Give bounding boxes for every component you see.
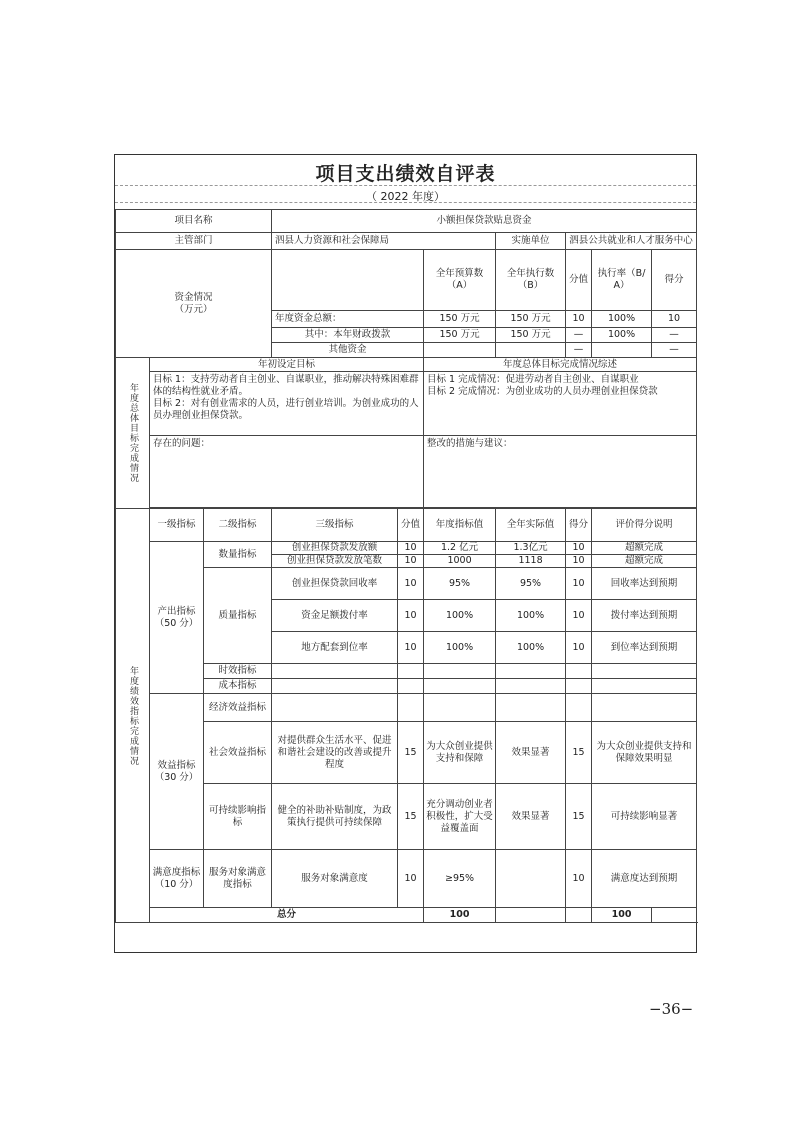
indicator-note: 拨付率达到预期: [592, 600, 697, 632]
perf-header: 二级指标: [204, 509, 272, 542]
indicator-actual: 1.3亿元: [496, 542, 566, 555]
funds-row-rate: 100%: [592, 328, 652, 343]
l3-indicator: 健全的补助补贴制度，为政策执行提供可持续保障: [272, 784, 398, 850]
funds-header-score: 分值: [566, 250, 592, 311]
l3-indicator: 服务对象满意度: [272, 850, 398, 908]
perf-side-label: 年度绩效指标完成情况: [116, 509, 150, 923]
perf-header: 一级指标: [150, 509, 204, 542]
dept-value: 泗县人力资源和社会保障局: [272, 233, 496, 250]
page-number: −36−: [649, 1000, 694, 1018]
goals-done-text: 目标 1 完成情况：促进劳动者自主创业、自谋职业 目标 2 完成情况：为创业成功的人员办理创业担保贷款: [424, 372, 697, 436]
funds-row-got: —: [652, 343, 697, 358]
indicator-target: ≥95%: [424, 850, 496, 908]
effect-indicator-label: 效益指标 （30 分）: [150, 694, 204, 850]
goals-side-label: 年度总体目标完成情况: [116, 358, 150, 509]
l3-indicator: 对提供群众生活水平、促进和谐社会建设的改善或提升程度: [272, 722, 398, 784]
evaluation-sheet: [114, 154, 697, 953]
indicator-score: 15: [398, 722, 424, 784]
indicator-target: 100%: [424, 632, 496, 664]
indicator-score: 10: [398, 850, 424, 908]
funds-row-budget: 150 万元: [424, 328, 496, 343]
funds-row-score: 10: [566, 311, 592, 328]
indicator-got: 15: [566, 722, 592, 784]
l2-indicator: 社会效益指标: [204, 722, 272, 784]
indicator-note: 为大众创业提供支持和保障效果明显: [592, 722, 697, 784]
indicator-note: 满意度达到预期: [592, 850, 697, 908]
funds-row-exec: 150 万元: [496, 311, 566, 328]
indicator-got: 10: [566, 542, 592, 555]
l3-indicator: 资金足额拨付率: [272, 600, 398, 632]
funds-row-budget: 150 万元: [424, 311, 496, 328]
perf-header: 得分: [566, 509, 592, 542]
funds-header-got: 得分: [652, 250, 697, 311]
funds-row-name: 年度资金总额：: [272, 311, 424, 328]
funds-label: 资金情况 （万元）: [116, 250, 272, 358]
funds-header-exec: 全年执行数（B）: [496, 250, 566, 311]
indicator-actual: 100%: [496, 600, 566, 632]
l2-indicator: 可持续影响指标: [204, 784, 272, 850]
funds-row-got: —: [652, 328, 697, 343]
perf-header: 三级指标: [272, 509, 398, 542]
perf-header: 分值: [398, 509, 424, 542]
funds-row-got: 10: [652, 311, 697, 328]
indicator-score: 10: [398, 555, 424, 568]
l3-indicator: 创业担保贷款发放额: [272, 542, 398, 555]
funds-row-name: 其中：本年财政拨款: [272, 328, 424, 343]
goals-set-text: 目标 1：支持劳动者自主创业、自谋职业，推动解决特殊困难群体的结构性就业矛盾。 目标 2：对有创业需求的人员，进行创业培训。为创业成功的人员办理创业担保贷款。: [150, 372, 424, 436]
satisfy-indicator-label: 满意度指标 （10 分）: [150, 850, 204, 908]
indicator-got: 10: [566, 632, 592, 664]
indicator-actual: [496, 850, 566, 908]
indicator-score: 10: [398, 600, 424, 632]
l3-indicator: 创业担保贷款回收率: [272, 568, 398, 600]
l2-indicator: 时效指标: [204, 664, 272, 679]
dept-label: 主管部门: [116, 233, 272, 250]
indicator-target: 充分调动创业者积极性，扩大受益覆盖面: [424, 784, 496, 850]
l3-indicator: 创业担保贷款发放笔数: [272, 555, 398, 568]
indicator-got: 15: [566, 784, 592, 850]
indicator-got: 10: [566, 850, 592, 908]
l2-indicator: 质量指标: [204, 568, 272, 664]
page-title: 项目支出绩效自评表: [315, 163, 496, 185]
output-indicator-label: 产出指标 （50 分）: [150, 542, 204, 694]
indicator-target: 100%: [424, 600, 496, 632]
problem-label: 存在的问题：: [150, 436, 424, 508]
goals-done-header: 年度总体目标完成情况综述: [424, 358, 697, 372]
project-name-value: 小额担保贷款贴息资金: [272, 210, 697, 233]
funds-row-exec: [496, 343, 566, 358]
l2-indicator: 成本指标: [204, 679, 272, 694]
project-name-label: 项目名称: [116, 210, 272, 233]
indicator-actual: 效果显著: [496, 784, 566, 850]
funds-row-rate: 100%: [592, 311, 652, 328]
funds-row-score: —: [566, 328, 592, 343]
indicator-note: 到位率达到预期: [592, 632, 697, 664]
funds-row-rate: [592, 343, 652, 358]
indicator-target: 1000: [424, 555, 496, 568]
goals-set-header: 年初设定目标: [150, 358, 424, 372]
indicator-note: 可持续影响显著: [592, 784, 697, 850]
indicator-actual: 效果显著: [496, 722, 566, 784]
funds-row-exec: 150 万元: [496, 328, 566, 343]
indicator-actual: 100%: [496, 632, 566, 664]
self-evaluation-table: [115, 209, 697, 923]
l2-indicator: 经济效益指标: [204, 694, 272, 722]
indicator-score: 10: [398, 632, 424, 664]
perf-header: 全年实际值: [496, 509, 566, 542]
impl-unit-label: 实施单位: [496, 233, 566, 250]
indicator-actual: 95%: [496, 568, 566, 600]
total-got: 100: [592, 908, 652, 923]
funds-header-rate: 执行率（B/A）: [592, 250, 652, 311]
indicator-note: 超额完成: [592, 542, 697, 555]
impl-unit-value: 泗县公共就业和人才服务中心: [566, 233, 697, 250]
indicator-got: 10: [566, 568, 592, 600]
indicator-score: 15: [398, 784, 424, 850]
l2-indicator: 服务对象满意度指标: [204, 850, 272, 908]
indicator-target: 95%: [424, 568, 496, 600]
perf-header: 年度指标值: [424, 509, 496, 542]
indicator-got: 10: [566, 600, 592, 632]
total-label: 总分: [150, 908, 424, 923]
perf-header: 评价得分说明: [592, 509, 697, 542]
indicator-actual: 1118: [496, 555, 566, 568]
funds-row-budget: [424, 343, 496, 358]
indicator-score: 10: [398, 568, 424, 600]
indicator-target: 1.2 亿元: [424, 542, 496, 555]
indicator-note: 回收率达到预期: [592, 568, 697, 600]
indicator-got: 10: [566, 555, 592, 568]
indicator-note: 超额完成: [592, 555, 697, 568]
year-label: （ 2022 年度）: [366, 190, 445, 203]
l2-indicator: 数量指标: [204, 542, 272, 568]
funds-header-budget: 全年预算数（A）: [424, 250, 496, 311]
indicator-target: 为大众创业提供支持和保障: [424, 722, 496, 784]
measure-label: 整改的措施与建议：: [424, 436, 697, 508]
l3-indicator: 地方配套到位率: [272, 632, 398, 664]
funds-row-name: 其他资金: [272, 343, 424, 358]
funds-row-score: —: [566, 343, 592, 358]
indicator-score: 10: [398, 542, 424, 555]
total-score: 100: [424, 908, 496, 923]
